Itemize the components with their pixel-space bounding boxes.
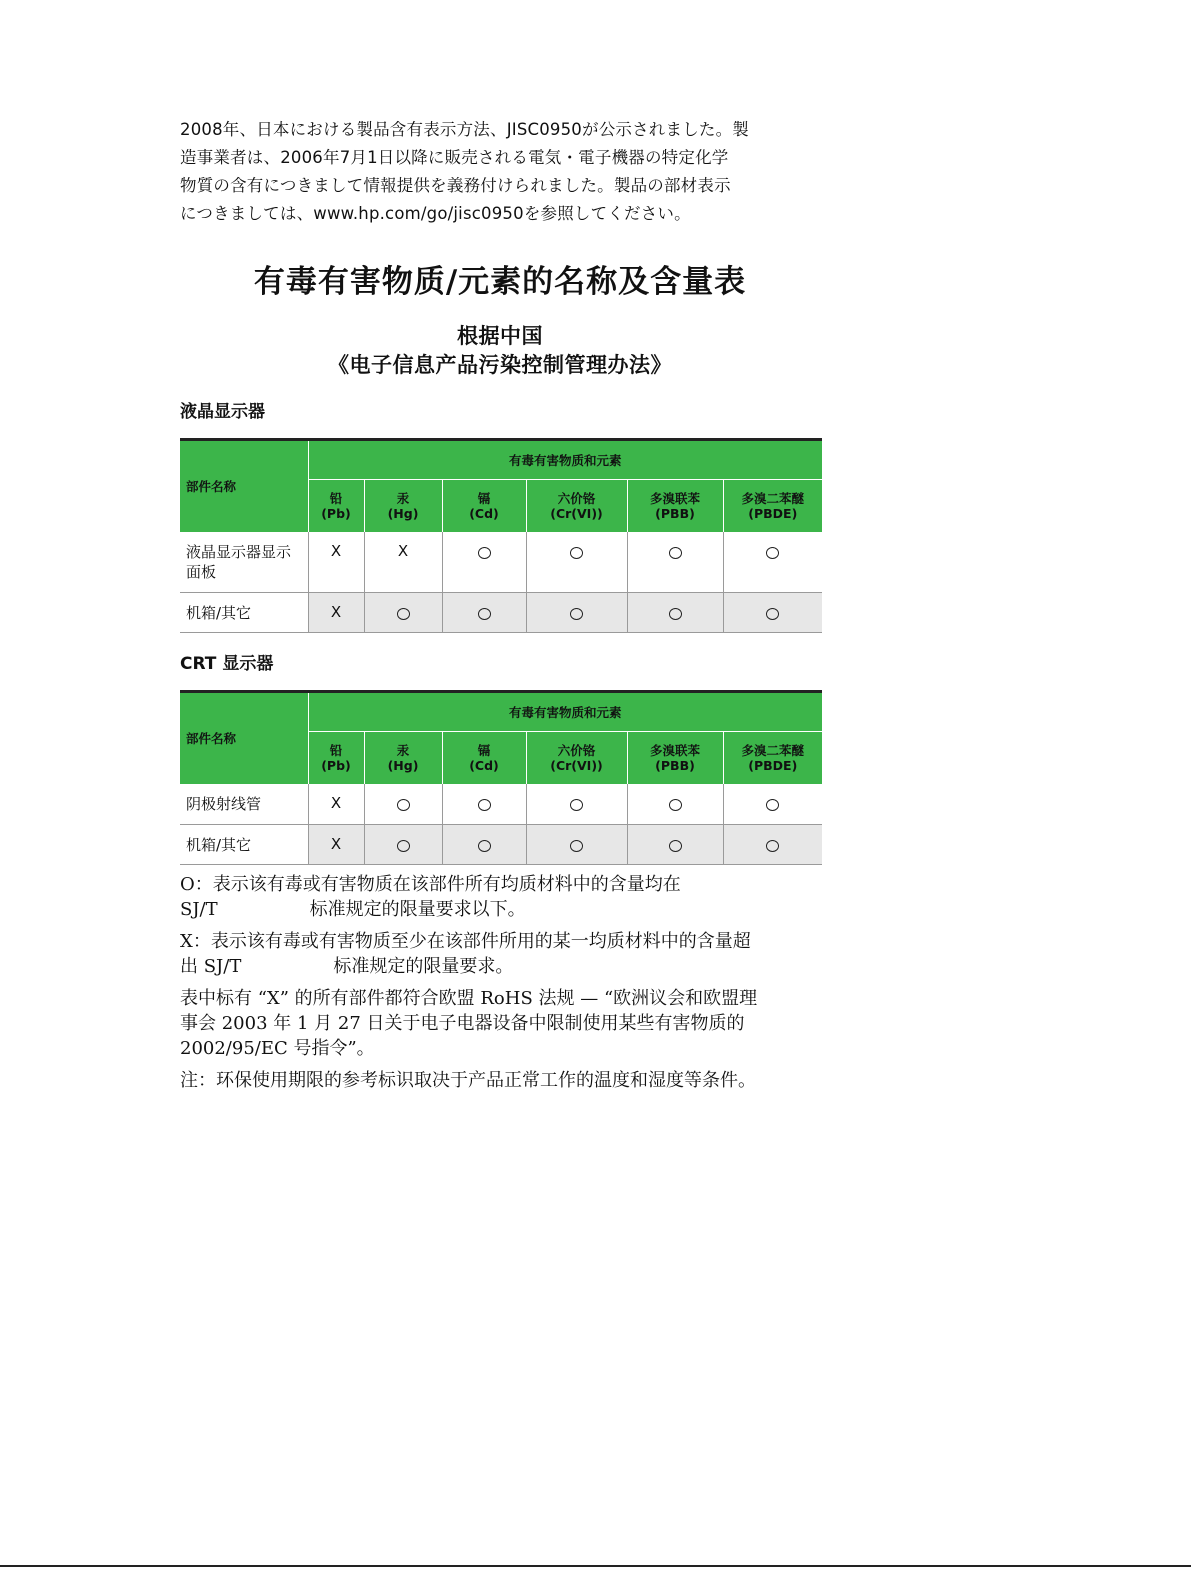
note-o: O：表示该有毒或有害物质在该部件所有均质材料中的含量均在 SJ/T 标准规定的限量要求以下。 [180,874,681,920]
substance-group-header: 有毒有害物质和元素 [308,440,822,480]
element-header-cd: 镉 (Cd) [442,480,526,533]
value-cell [526,592,627,632]
value-cell [308,784,364,824]
part-name-cell: 阴极射线管 [180,784,308,824]
circle-mark [570,799,583,811]
substance-table-crt [180,690,822,865]
table-row [180,532,822,592]
value-cell [308,824,364,864]
value-cell [308,532,364,592]
substance-group-header: 有毒有害物质和元素 [308,692,822,732]
note-environment: 注：环保使用期限的参考标识取决于产品正常工作的温度和湿度等条件。 [180,1070,756,1091]
circle-mark [766,547,779,559]
value-cell [442,592,526,632]
value-cell [364,784,442,824]
element-header-pb: 铅 (Pb) [308,732,364,785]
value-cell [526,824,627,864]
value-cell [364,532,442,592]
section-title-lcd: 液晶显示器 [180,402,265,422]
x-mark: X [330,542,342,560]
element-header-cr6: 六价铬 (Cr(VI)) [526,732,627,785]
footer-rule [0,1565,1191,1567]
x-mark: X [330,794,342,812]
circle-mark [397,840,410,852]
intro-line: 2008年、日本における製品含有表示方法、JISC0950が公示されました。製 [180,120,750,139]
value-cell [526,784,627,824]
substance-table-lcd [180,438,822,633]
value-cell [442,532,526,592]
circle-mark [478,840,491,852]
circle-mark [478,547,491,559]
table-row [180,824,822,864]
circle-mark [397,608,410,620]
value-cell [364,592,442,632]
value-cell [723,824,822,864]
element-header-pbde: 多溴二苯醚 (PBDE) [723,732,822,785]
value-cell [627,784,723,824]
x-mark: X [397,542,409,560]
element-header-hg: 汞 (Hg) [364,732,442,785]
circle-mark [669,840,682,852]
element-header-pbde: 多溴二苯醚 (PBDE) [723,480,822,533]
note-rohs: 表中标有 “X” 的所有部件都符合欧盟 RoHS 法规 — “欧洲议会和欧盟理 事会 2003 年 1 月 27 日关于电子电器设备中限制使用某些有害物质的 2002/95/EC 号指令”。 [180,988,758,1059]
element-header-pb: 铅 (Pb) [308,480,364,533]
circle-mark [669,608,682,620]
part-name-cell: 机箱/其它 [180,824,308,864]
element-header-pbb: 多溴联苯 (PBB) [627,480,723,533]
part-name-cell: 机箱/其它 [180,592,308,632]
value-cell [723,592,822,632]
element-header-hg: 汞 (Hg) [364,480,442,533]
circle-mark [766,799,779,811]
value-cell [627,592,723,632]
part-name-cell: 液晶显示器显示 面板 [180,532,308,592]
circle-mark [570,840,583,852]
table-row [180,784,822,824]
part-name-header: 部件名称 [180,440,308,533]
element-header-pbb: 多溴联苯 (PBB) [627,732,723,785]
circle-mark [766,608,779,620]
section-title-crt: CRT 显示器 [180,654,274,674]
intro-line: につきましては、www.hp.com/go/jisc0950を参照してください。 [180,204,691,223]
value-cell [442,824,526,864]
element-header-cr6: 六价铬 (Cr(VI)) [526,480,627,533]
notes-block [180,872,840,1100]
element-header-cd: 镉 (Cd) [442,732,526,785]
x-mark: X [330,834,342,853]
table-row [180,592,822,632]
intro-paragraph [180,116,760,228]
page-subtitle [180,322,820,380]
value-cell [442,784,526,824]
intro-line: 物質の含有につきまして情報提供を義務付けられました。製品の部材表示 [180,176,731,195]
circle-mark [766,840,779,852]
circle-mark [397,799,410,811]
circle-mark [669,799,682,811]
circle-mark [570,608,583,620]
value-cell [627,824,723,864]
subtitle-line: 根据中国 [457,324,543,348]
circle-mark [478,608,491,620]
value-cell [723,532,822,592]
part-name-header: 部件名称 [180,692,308,785]
circle-mark [478,799,491,811]
value-cell [364,824,442,864]
value-cell [308,592,364,632]
page-title: 有毒有害物质/元素的名称及含量表 [253,264,747,300]
value-cell [526,532,627,592]
subtitle-line: 《电子信息产品污染控制管理办法》 [328,353,672,377]
value-cell [627,532,723,592]
circle-mark [570,547,583,559]
value-cell [723,784,822,824]
intro-line: 造事業者は、2006年7月1日以降に販売される電気・電子機器の特定化学 [180,148,729,167]
circle-mark [669,547,682,559]
x-mark: X [330,602,342,621]
note-x: X：表示该有毒或有害物质至少在该部件所用的某一均质材料中的含量超 出 SJ/T 标准规定的限量要求。 [180,931,751,977]
